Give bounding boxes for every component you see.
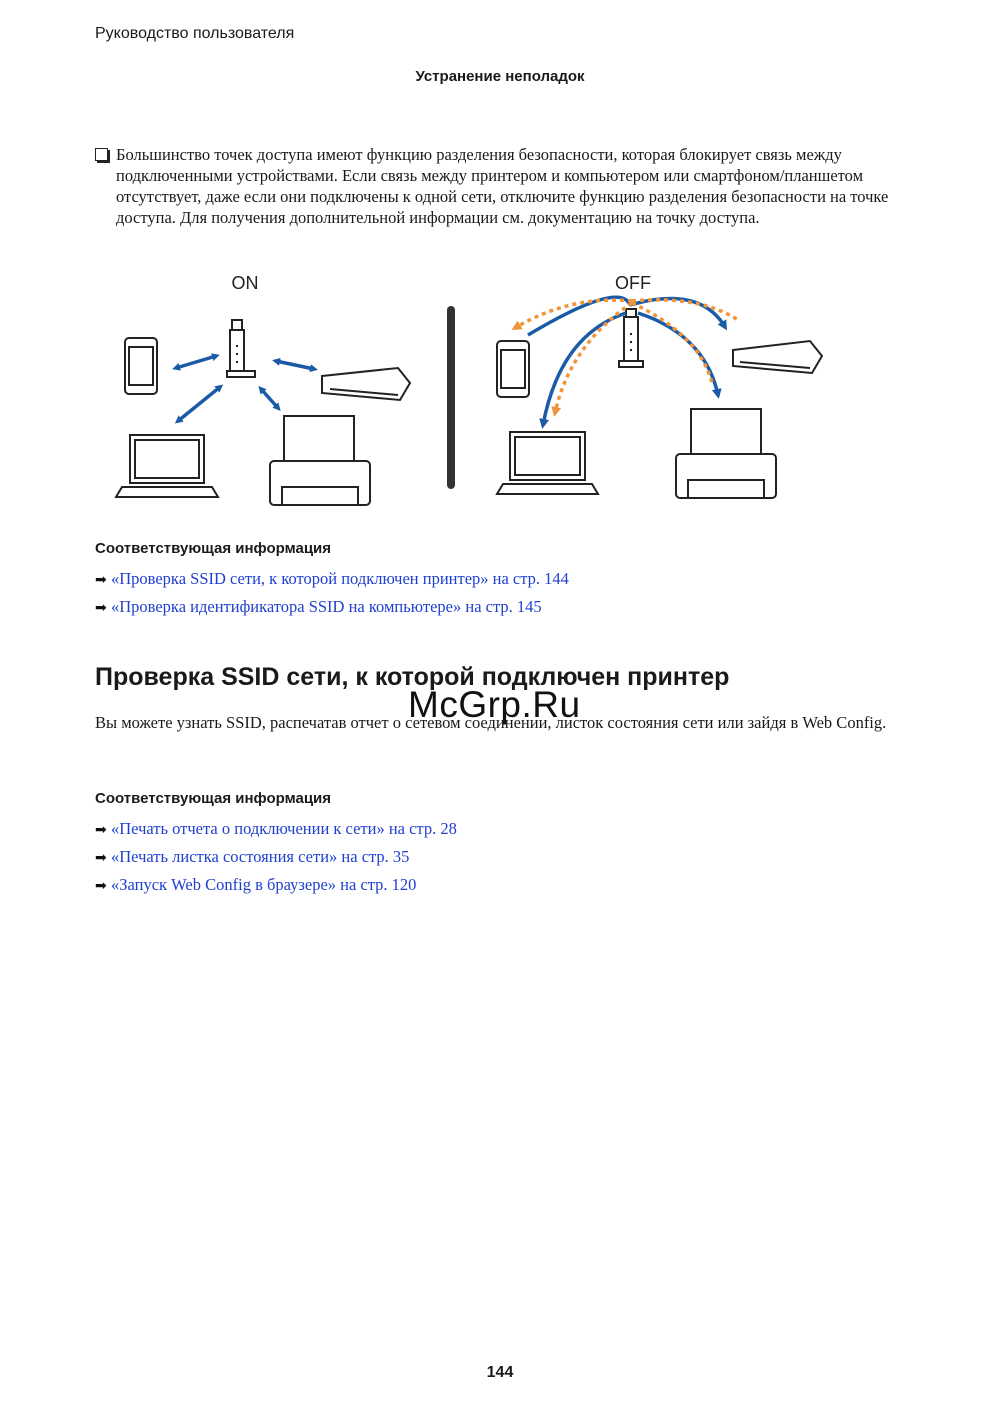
- related-link-text[interactable]: «Проверка идентификатора SSID на компьютере»: [111, 597, 462, 616]
- related-link-text[interactable]: «Проверка SSID сети, к которой подключен принтер»: [111, 569, 489, 588]
- printer-icon: [270, 416, 370, 505]
- related-link[interactable]: [95, 819, 457, 839]
- related-link-text[interactable]: «Запуск Web Config в браузере»: [111, 875, 337, 894]
- related-info-heading: Соответствующая информация: [95, 790, 332, 807]
- security-separation-diagram: [100, 265, 860, 510]
- arrow-right-icon: ➡: [95, 822, 107, 838]
- related-link-page[interactable]: на стр. 28: [384, 819, 457, 838]
- section-body: Вы можете узнать SSID, распечатав отчет о сетевом соединении, листок состояния сети или зайдя в Web Config.: [95, 713, 887, 732]
- label-off: OFF: [615, 273, 651, 293]
- related-link-page[interactable]: на стр. 145: [461, 597, 542, 616]
- chapter-title: Устранение неполадок: [415, 68, 585, 85]
- related-link-text[interactable]: «Печать листка состояния сети»: [111, 847, 338, 866]
- scanner-icon: [322, 368, 410, 400]
- document-title: Руководство пользователя: [95, 25, 295, 42]
- related-link-page[interactable]: на стр. 35: [337, 847, 410, 866]
- bullet-text: Большинство точек доступа имеют функцию разделения безопасности, которая блокирует связь между подключенными устройствами. Если связь между принтером и компьютером или смартфоном/планшетом отсутствует, даже если они подключены к одной сети, отключите функцию разделения безопасности на точке доступа. Для получения дополнительной информации см. документацию на точку доступа.: [116, 145, 889, 227]
- smartphone-icon: [125, 338, 157, 394]
- access-point-icon: [619, 309, 643, 367]
- related-link[interactable]: [95, 597, 542, 617]
- label-on: ON: [231, 273, 259, 293]
- page-number: 144: [486, 1364, 514, 1381]
- access-point-icon: [227, 320, 255, 377]
- laptop-icon: [116, 435, 218, 497]
- arrow-right-icon: ➡: [95, 600, 107, 616]
- smartphone-icon: [497, 341, 529, 397]
- related-link[interactable]: [95, 847, 409, 867]
- bullet-item: [95, 144, 905, 228]
- checkbox-bullet-icon: [95, 148, 108, 161]
- related-info-heading: Соответствующая информация: [95, 540, 332, 557]
- related-link[interactable]: [95, 875, 416, 895]
- printer-icon: [676, 409, 776, 498]
- arrow-right-icon: ➡: [95, 850, 107, 866]
- related-link-page[interactable]: на стр. 120: [336, 875, 417, 894]
- arrow-right-icon: ➡: [95, 572, 107, 588]
- related-link-page[interactable]: на стр. 144: [488, 569, 569, 588]
- section-title: Проверка SSID сети, к которой подключен принтер: [95, 663, 730, 691]
- arrow-right-icon: ➡: [95, 878, 107, 894]
- related-link[interactable]: [95, 569, 569, 589]
- scanner-icon: [733, 341, 822, 373]
- related-link-text[interactable]: «Печать отчета о подключении к сети»: [111, 819, 385, 838]
- laptop-icon: [497, 432, 598, 494]
- watermark: McGrp.Ru: [408, 684, 581, 725]
